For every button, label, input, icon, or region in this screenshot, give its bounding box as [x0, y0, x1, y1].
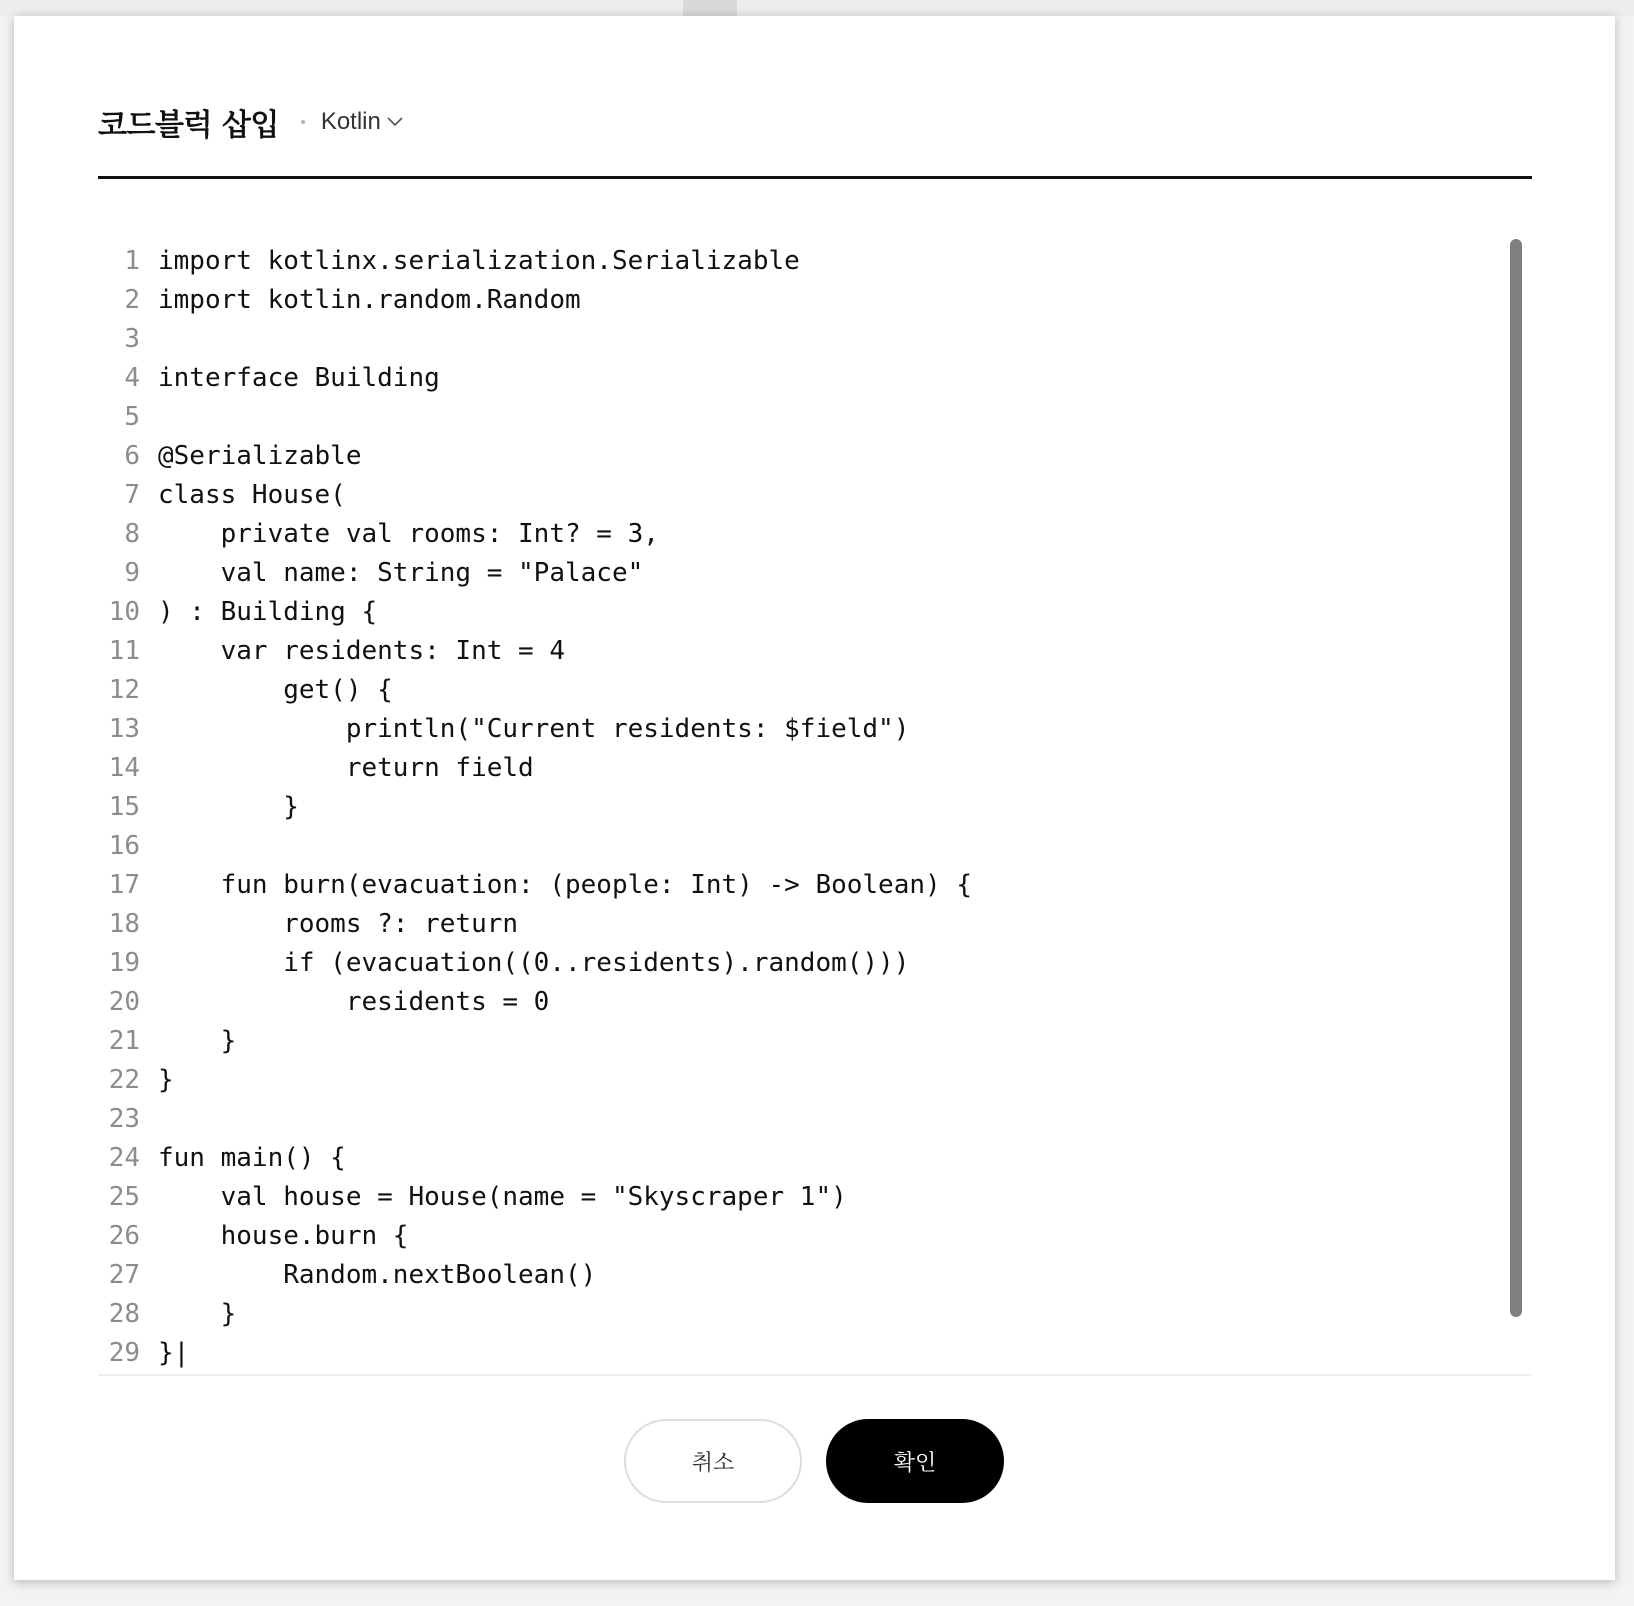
line-number: 5 [124, 401, 140, 432]
confirm-button[interactable]: 확인 [826, 1419, 1004, 1503]
line-number: 9 [124, 557, 140, 588]
code-line [98, 631, 1498, 670]
code-line [98, 826, 1498, 865]
code-text: } [158, 1064, 174, 1095]
code-line [98, 1021, 1498, 1060]
code-text: class House( [158, 479, 346, 510]
line-number: 28 [108, 1298, 140, 1329]
code-line [98, 1333, 1498, 1372]
code-text: var residents: Int = 4 [158, 635, 565, 666]
footer-divider [98, 1374, 1532, 1376]
line-number: 4 [124, 362, 140, 393]
code-line [98, 397, 1498, 436]
code-text: @Serializable [158, 440, 362, 471]
code-line [98, 592, 1498, 631]
language-select-label: Kotlin [320, 108, 381, 135]
line-number: 1 [124, 245, 140, 276]
code-line [98, 436, 1498, 475]
code-editor[interactable] [98, 223, 1532, 1368]
code-line [98, 1255, 1498, 1294]
code-line [98, 1216, 1498, 1255]
code-line [98, 553, 1498, 592]
code-text: fun burn(evacuation: (people: Int) -> Boolean) { [158, 869, 972, 900]
line-number: 29 [108, 1337, 140, 1368]
editor-scrollbar-thumb[interactable] [1510, 239, 1522, 1317]
background-toolbar [0, 0, 1634, 16]
code-line [98, 865, 1498, 904]
line-number: 16 [108, 830, 140, 861]
code-text: val house = House(name = "Skyscraper 1") [158, 1181, 847, 1212]
line-number: 15 [108, 791, 140, 822]
line-number: 23 [108, 1103, 140, 1134]
line-number: 11 [108, 635, 140, 666]
code-text: if (evacuation((0..residents).random())) [158, 947, 910, 978]
line-number: 8 [124, 518, 140, 549]
code-text: } [158, 791, 299, 822]
cancel-button[interactable]: 취소 [624, 1419, 802, 1503]
header-divider [98, 176, 1532, 179]
code-line [98, 787, 1498, 826]
line-number: 21 [108, 1025, 140, 1056]
line-number: 13 [108, 713, 140, 744]
line-number: 20 [108, 986, 140, 1017]
code-text: } [158, 1298, 237, 1329]
code-text: } [158, 1025, 237, 1056]
code-line [98, 1099, 1498, 1138]
line-number: 26 [108, 1220, 140, 1251]
line-number: 24 [108, 1142, 140, 1173]
code-line [98, 709, 1498, 748]
line-number: 18 [108, 908, 140, 939]
code-text: }| [158, 1337, 190, 1368]
line-number: 3 [124, 323, 140, 354]
code-text: import kotlinx.serialization.Serializable [158, 245, 800, 276]
code-text: rooms ?: return [158, 908, 519, 939]
line-number: 25 [108, 1181, 140, 1212]
code-line [98, 475, 1498, 514]
code-line [98, 1294, 1498, 1333]
code-text: private val rooms: Int? = 3, [158, 518, 659, 549]
line-number: 6 [124, 440, 140, 471]
code-lines [98, 241, 1498, 1372]
background-tab [683, 0, 737, 16]
line-number: 7 [124, 479, 140, 510]
code-text: return field [158, 752, 534, 783]
line-number: 19 [108, 947, 140, 978]
code-text: residents = 0 [158, 986, 550, 1017]
editor-scrollbar[interactable] [1510, 239, 1522, 1317]
dialog-title: 코드블럭 삽입 [98, 108, 279, 143]
code-line [98, 1060, 1498, 1099]
chevron-down-icon [387, 112, 403, 131]
dialog-header [98, 92, 403, 152]
code-text: import kotlin.random.Random [158, 284, 581, 315]
code-line [98, 748, 1498, 787]
code-line [98, 358, 1498, 397]
line-number: 12 [108, 674, 140, 705]
code-text: ) : Building { [158, 596, 378, 627]
code-text: println("Current residents: $field") [158, 713, 910, 744]
line-number: 14 [108, 752, 140, 783]
code-text: Random.nextBoolean() [158, 1259, 597, 1290]
code-line [98, 982, 1498, 1021]
code-text: val name: String = "Palace" [158, 557, 644, 588]
line-number: 27 [108, 1259, 140, 1290]
code-block-dialog [14, 16, 1615, 1580]
code-line [98, 241, 1498, 280]
code-line [98, 1138, 1498, 1177]
line-number: 10 [108, 596, 140, 627]
line-number: 2 [124, 284, 140, 315]
separator-dot [301, 120, 305, 124]
code-text: fun main() { [158, 1142, 346, 1173]
code-line [98, 943, 1498, 982]
code-text: get() { [158, 674, 393, 705]
code-line [98, 670, 1498, 709]
code-line [98, 904, 1498, 943]
line-number: 17 [108, 869, 140, 900]
code-text: interface Building [158, 362, 440, 393]
line-number: 22 [108, 1064, 140, 1095]
code-line [98, 319, 1498, 358]
code-line [98, 280, 1498, 319]
code-text: house.burn { [158, 1220, 409, 1251]
code-line [98, 514, 1498, 553]
language-select[interactable] [321, 108, 403, 136]
code-line [98, 1177, 1498, 1216]
